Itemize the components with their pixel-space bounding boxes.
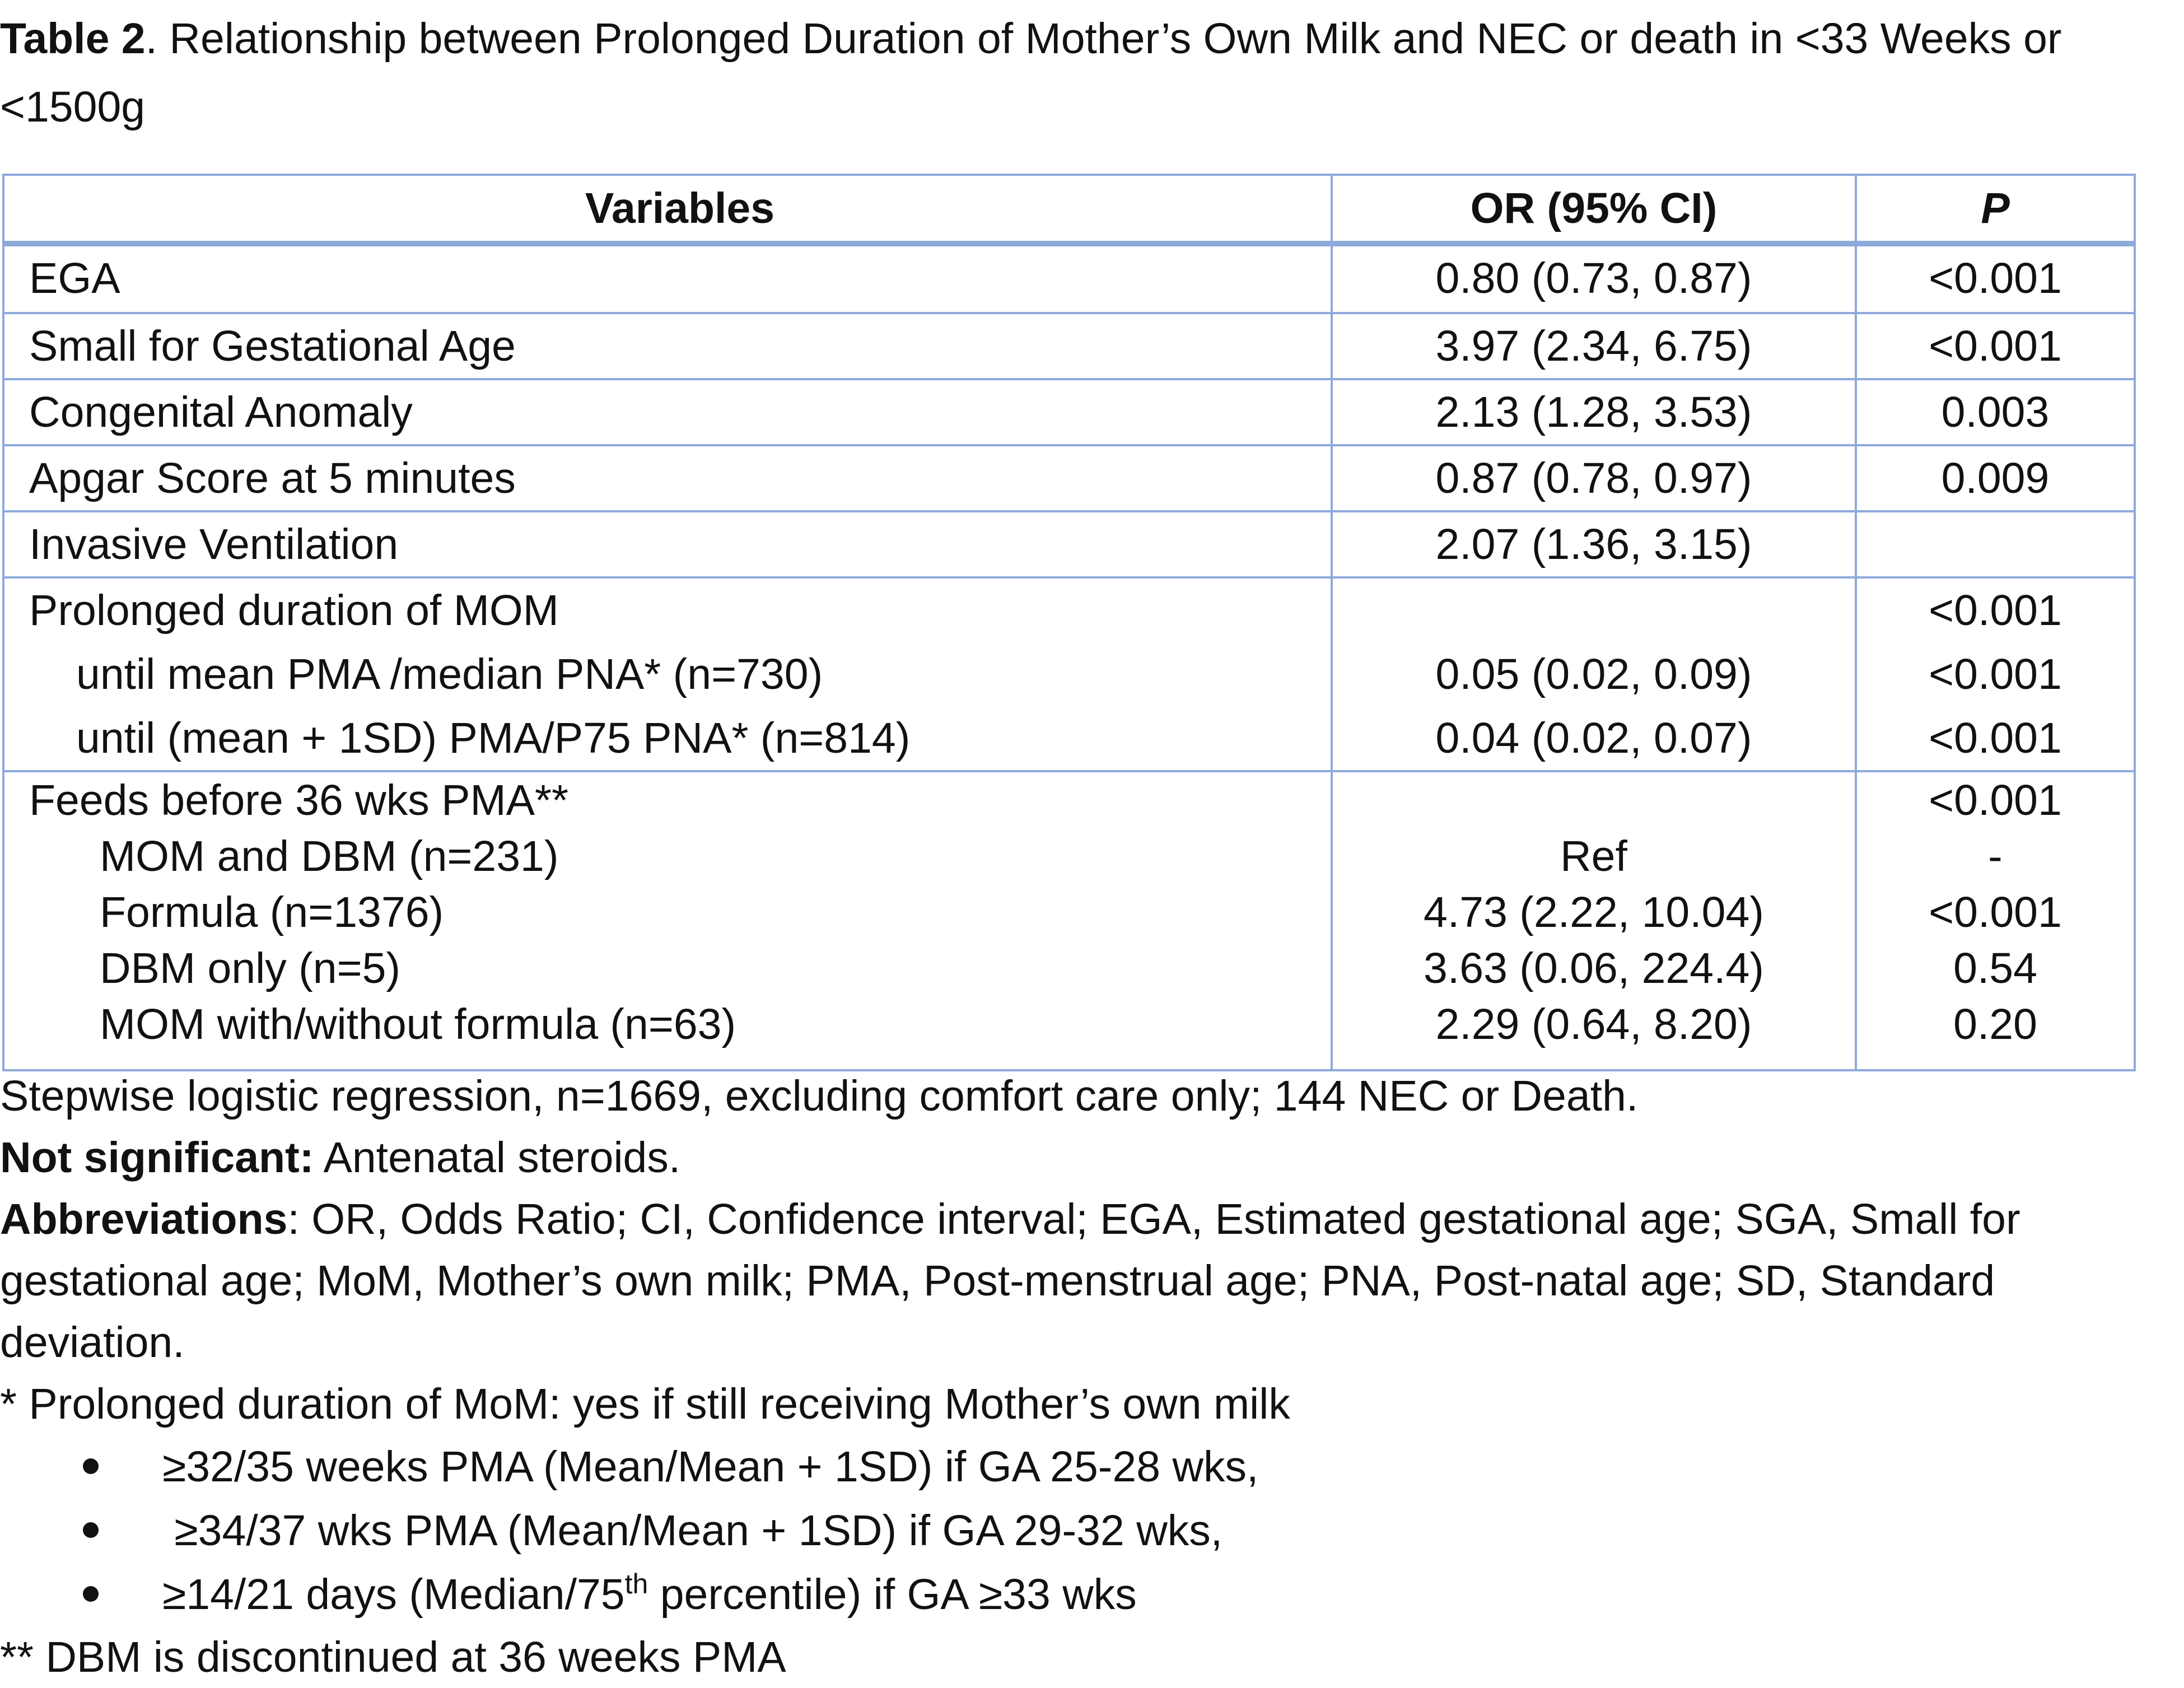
row-p — [1856, 511, 2135, 577]
caption-label: Table 2 — [0, 15, 146, 63]
table-row-apgar — [3, 445, 2135, 511]
row-p: <0.001 - <0.001 0.54 0.20 — [1856, 771, 2135, 1070]
row-or: 0.87 (0.78, 0.97) — [1332, 445, 1856, 511]
row-or: 0.80 (0.73, 0.87) — [1332, 244, 1856, 313]
row-or: 3.97 (2.34, 6.75) — [1332, 313, 1856, 379]
subgroup-label: MOM and DBM (n=231) — [100, 832, 559, 880]
row-label: Apgar Score at 5 minutes — [3, 445, 1332, 511]
dbm-note: ** DBM is discontinued at 36 weeks PMA — [0, 1633, 786, 1681]
table-row-ega — [3, 244, 2135, 313]
header-p: P — [1856, 175, 2135, 244]
row-p: <0.001 — [1856, 313, 2135, 379]
table-row-feeds — [3, 771, 2135, 1070]
row-label: Small for Gestational Age — [3, 313, 1332, 379]
row-or: 0.05 (0.02, 0.09) 0.04 (0.02, 0.07) — [1332, 577, 1856, 771]
bullet-icon — [83, 1458, 99, 1474]
row-or: 2.13 (1.28, 3.53) — [1332, 379, 1856, 445]
row-p: <0.001 <0.001 <0.001 — [1856, 577, 2135, 771]
table-caption — [0, 4, 2128, 141]
row-p: 0.009 — [1856, 445, 2135, 511]
subgroup-label: DBM only (n=5) — [100, 944, 401, 992]
row-label — [3, 577, 1332, 771]
bullet-item: ≥14/21 days (Median/75th percentile) if GA ≥33 wks — [0, 1563, 2178, 1626]
table-footnotes — [0, 1065, 2178, 1688]
subgroup-label: MOM with/without formula (n=63) — [100, 1000, 736, 1048]
row-label: Congenital Anomaly — [3, 379, 1332, 445]
subgroup-label: until (mean + 1SD) PMA/P75 PNA* (n=814) — [76, 714, 911, 762]
table-row-ventilation — [3, 511, 2135, 577]
row-label: Invasive Ventilation — [3, 511, 1332, 577]
subgroup-label: Formula (n=1376) — [100, 888, 444, 936]
row-label: EGA — [3, 244, 1332, 313]
caption-text: . Relationship between Prolonged Duration of Mother’s Own Milk and NEC or death in <33 Weeks or <1500g — [0, 15, 2062, 131]
bullet-item: ≥34/37 wks PMA (Mean/Mean + 1SD) if GA 29-32 wks, — [0, 1499, 2178, 1563]
bullet-item: ≥32/35 weeks PMA (Mean/Mean + 1SD) if GA 25-28 wks, — [0, 1435, 2178, 1499]
bullet-icon — [83, 1586, 99, 1602]
header-or: OR (95% CI) — [1332, 175, 1856, 244]
group-label: Prolonged duration of MOM — [29, 586, 559, 635]
row-or: Ref 4.73 (2.22, 10.04) 3.63 (0.06, 224.4) 2.29 (0.64, 8.20) — [1332, 771, 1856, 1070]
row-label — [3, 771, 1332, 1070]
header-row — [3, 175, 2135, 244]
table-row-sga — [3, 313, 2135, 379]
abbreviations-note: Abbreviations: OR, Odds Ratio; CI, Confidence interval; EGA, Estimated gestational age; SGA, Small for gestational age; MoM, Mother’s own milk; PMA, Post-menstrual age; PNA, Post-natal age; SD, Standard deviation. — [0, 1195, 2020, 1367]
table-row-prolonged-mom — [3, 577, 2135, 771]
group-label: Feeds before 36 wks PMA** — [29, 776, 568, 824]
not-significant-note: Not significant: Antenatal steroids. — [0, 1134, 681, 1182]
table-row-anomaly — [3, 379, 2135, 445]
row-p: <0.001 — [1856, 244, 2135, 313]
bullet-icon — [83, 1522, 99, 1538]
header-variables: Variables — [3, 175, 1332, 244]
stepwise-note: Stepwise logistic regression, n=1669, excluding comfort care only; 144 NEC or Death. — [0, 1072, 1639, 1120]
results-table — [2, 174, 2136, 1071]
row-p: 0.003 — [1856, 379, 2135, 445]
prolonged-definition: * Prolonged duration of MoM: yes if still receiving Mother’s own milk — [0, 1380, 1290, 1428]
row-or: 2.07 (1.36, 3.15) — [1332, 511, 1856, 577]
subgroup-label: until mean PMA /median PNA* (n=730) — [76, 650, 823, 698]
